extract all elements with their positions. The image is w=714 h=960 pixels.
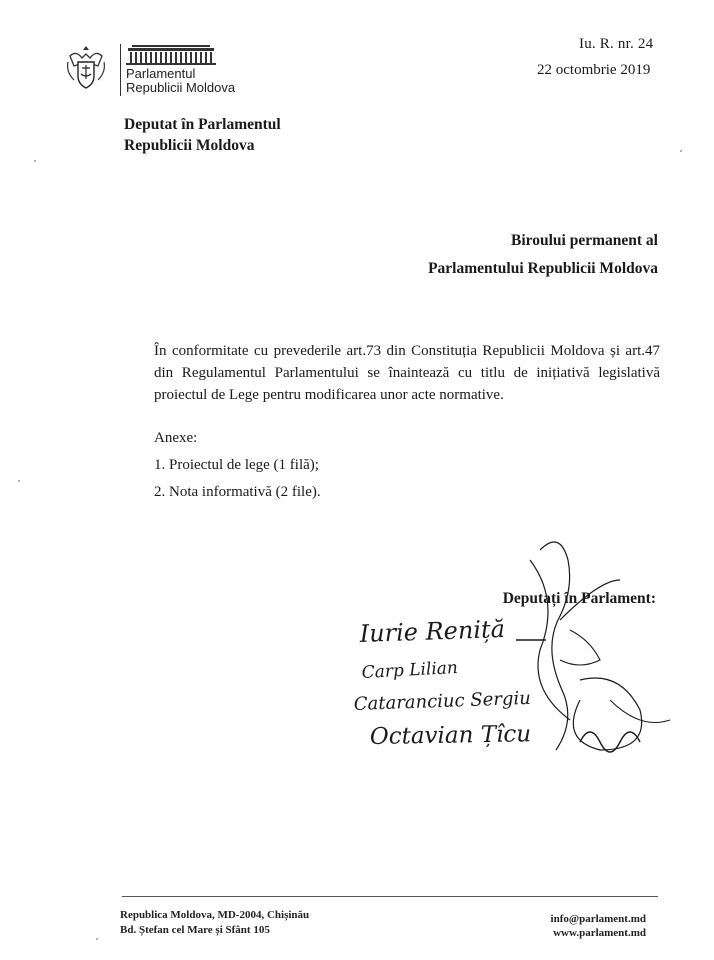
- institution-name: [126, 67, 235, 95]
- footer-address-line-1: Republica Moldova, MD-2004, Chișinău: [120, 909, 310, 921]
- sender-line-1: Deputat în Parlamentul: [124, 116, 281, 133]
- scan-speck: [96, 938, 98, 940]
- signature-name: Octavian Țîcu: [369, 721, 532, 750]
- footer-address-line-2: Bd. Ștefan cel Mare și Sfânt 105: [120, 924, 270, 936]
- signature-name: Carp Lilian: [361, 657, 459, 683]
- institution-line-2: Republicii Moldova: [126, 80, 236, 95]
- signature-name: Iurie Reniță: [359, 614, 506, 648]
- document-date: 22 octombrie 2019: [537, 62, 651, 78]
- scan-speck: [34, 160, 36, 162]
- coat-of-arms-icon: [64, 42, 108, 92]
- recipient-line-1: Biroului permanent al: [511, 232, 658, 249]
- reference-number: Iu. R. nr. 24: [579, 36, 654, 52]
- sender-block: [124, 114, 281, 156]
- footer-email[interactable]: info@parlament.md: [550, 913, 646, 925]
- annex-item: 2. Nota informativă (2 file).: [154, 484, 321, 500]
- annex-item: 1. Proiectul de lege (1 filă);: [154, 457, 319, 473]
- footer-address: [120, 908, 309, 938]
- signatures-heading: Deputați în Parlament:: [502, 590, 656, 607]
- signature-name: Cataranciuc Sergiu: [353, 687, 532, 715]
- footer-divider: [122, 896, 658, 897]
- annex-label: Anexe:: [154, 430, 198, 446]
- footer-website[interactable]: www.parlament.md: [553, 927, 646, 939]
- signature-scribble: [516, 640, 640, 752]
- body-paragraph: În conformitate cu prevederile art.73 din Constituția Republicii Moldova și art.47 din Regulamentul Parlamentului se înaintează cu titlu de inițiativă legislativă proiectul de Lege pentru modificarea unor acte normative.: [154, 343, 660, 403]
- recipient-line-2: Parlamentului Republicii Moldova: [428, 260, 658, 277]
- institution-line-1: Parlamentul: [126, 66, 196, 81]
- parliament-building-icon: [126, 44, 216, 66]
- letterhead-divider: [120, 44, 121, 96]
- sender-line-2: Republicii Moldova: [124, 137, 255, 154]
- signatures-area: [330, 530, 714, 790]
- footer-contact: [551, 912, 646, 940]
- signature-scribble: [530, 542, 642, 750]
- scan-speck: [680, 150, 682, 152]
- scan-speck: [18, 480, 20, 482]
